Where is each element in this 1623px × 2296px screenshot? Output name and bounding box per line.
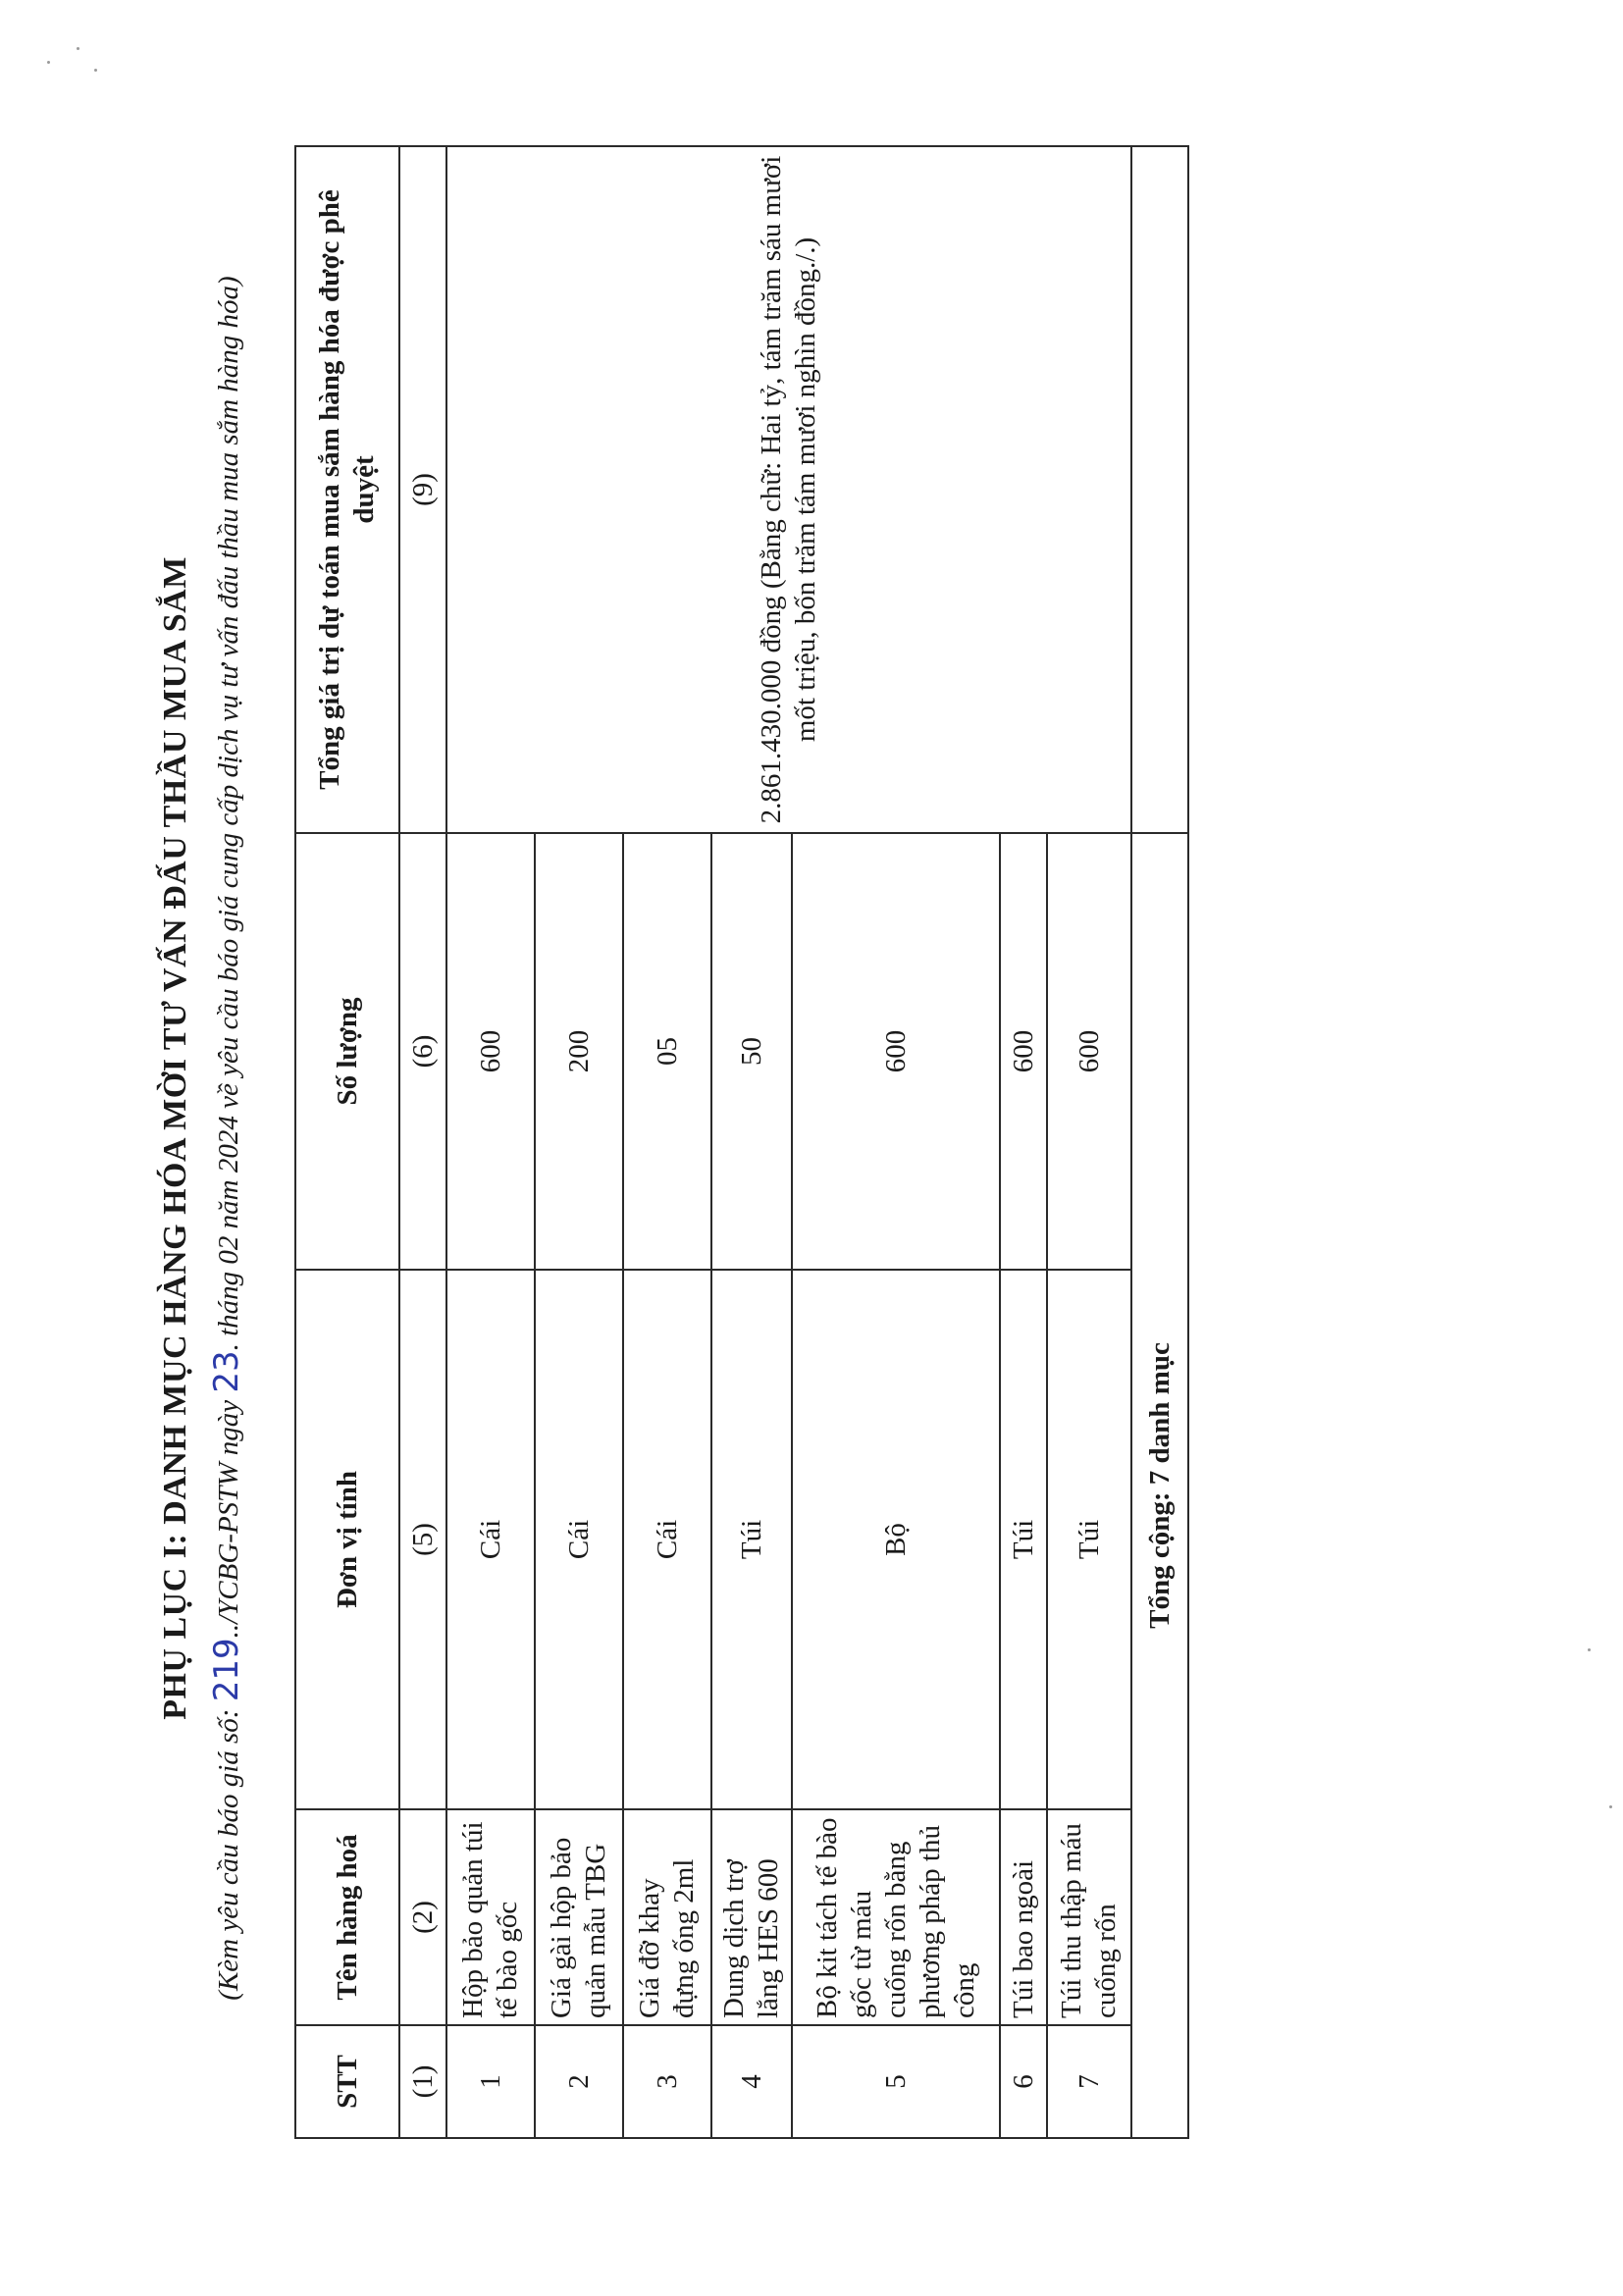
cell-quantity: 200	[535, 833, 623, 1270]
cell-stt: 2	[535, 2025, 623, 2138]
document-subtitle	[208, 186, 247, 2090]
cell-unit: Cái	[535, 1270, 623, 1809]
header-total-value: Tổng giá trị dự toán mua sắm hàng hóa được phê duyệt	[295, 146, 399, 833]
total-label: Tổng cộng: 7 danh mục	[1131, 833, 1188, 2138]
cell-item-name: Bộ kit tách tế bào gốc từ máu cuống rốn bằng phương pháp thủ công	[792, 1809, 1000, 2025]
table-header-row	[295, 146, 399, 2138]
subtitle-middle: ../YCBG-PSTW ngày	[213, 1399, 244, 1639]
cell-item-name: Giá đỡ khay đựng ống 2ml	[623, 1809, 711, 2025]
cell-unit: Cái	[623, 1270, 711, 1809]
scan-speck	[77, 47, 79, 50]
cell-unit: Cái	[446, 1270, 535, 1809]
column-number: (1)	[399, 2025, 446, 2138]
cell-item-name: Hộp bảo quản túi tế bào gốc	[446, 1809, 535, 2025]
header-item-name: Tên hàng hoá	[295, 1809, 399, 2025]
handwritten-document-number: 219	[207, 1638, 246, 1702]
column-number: (5)	[399, 1270, 446, 1809]
column-number-row	[399, 146, 446, 2138]
header-unit: Đơn vị tính	[295, 1270, 399, 1809]
total-row-blank-cell	[1131, 146, 1188, 833]
cell-stt: 1	[446, 2025, 535, 2138]
cell-stt: 4	[711, 2025, 792, 2138]
cell-unit: Túi	[1047, 1270, 1131, 1809]
cell-quantity: 600	[792, 833, 1000, 1270]
handwritten-day: 23	[207, 1350, 246, 1393]
cell-quantity: 600	[446, 833, 535, 1270]
column-number: (9)	[399, 146, 446, 833]
scan-speck	[94, 69, 97, 72]
cell-unit: Bộ	[792, 1270, 1000, 1809]
cell-item-name: Túi thu thập máu cuống rốn	[1047, 1809, 1131, 2025]
goods-table	[294, 145, 1189, 2139]
document-title: PHỤ LỤC I: DANH MỤC HÀNG HÓA MỜI TƯ VẤN ĐẤU THẦU MUA SẮM	[157, 556, 193, 1720]
rotated-content	[157, 128, 1285, 2149]
scan-speck	[1588, 1648, 1591, 1651]
column-number: (2)	[399, 1809, 446, 2025]
column-number: (6)	[399, 833, 446, 1270]
scan-speck	[47, 61, 50, 64]
scan-speck	[1609, 1805, 1612, 1808]
header-stt: STT	[295, 2025, 399, 2138]
cell-stt: 6	[1000, 2025, 1047, 2138]
cell-item-name: Túi bao ngoài	[1000, 1809, 1047, 2025]
cell-quantity: 600	[1000, 833, 1047, 1270]
cell-unit: Túi	[1000, 1270, 1047, 1809]
cell-unit: Túi	[711, 1270, 792, 1809]
cell-total-value: 2.861.430.000 đồng (Bằng chữ: Hai tỷ, tám trăm sáu mươi mốt triệu, bốn trăm tám mươi nghìn đồng./.)	[446, 146, 1131, 833]
cell-item-name: Dung dịch trợ lắng HES 600	[711, 1809, 792, 2025]
subtitle-suffix: . tháng 02 năm 2024 về yêu cầu báo giá cung cấp dịch vụ tư vấn đấu thầu mua sắm hàng hóa)	[213, 276, 244, 1351]
cell-quantity: 05	[623, 833, 711, 1270]
table-row	[446, 146, 535, 2138]
cell-stt: 7	[1047, 2025, 1131, 2138]
total-row	[1131, 146, 1188, 2138]
cell-quantity: 600	[1047, 833, 1131, 1270]
subtitle-prefix: (Kèm yêu cầu báo giá số:	[213, 1708, 244, 2001]
cell-quantity: 50	[711, 833, 792, 1270]
cell-item-name: Giá gài hộp bảo quản mẫu TBG	[535, 1809, 623, 2025]
cell-stt: 3	[623, 2025, 711, 2138]
header-quantity: Số lượng	[295, 833, 399, 1270]
cell-stt: 5	[792, 2025, 1000, 2138]
